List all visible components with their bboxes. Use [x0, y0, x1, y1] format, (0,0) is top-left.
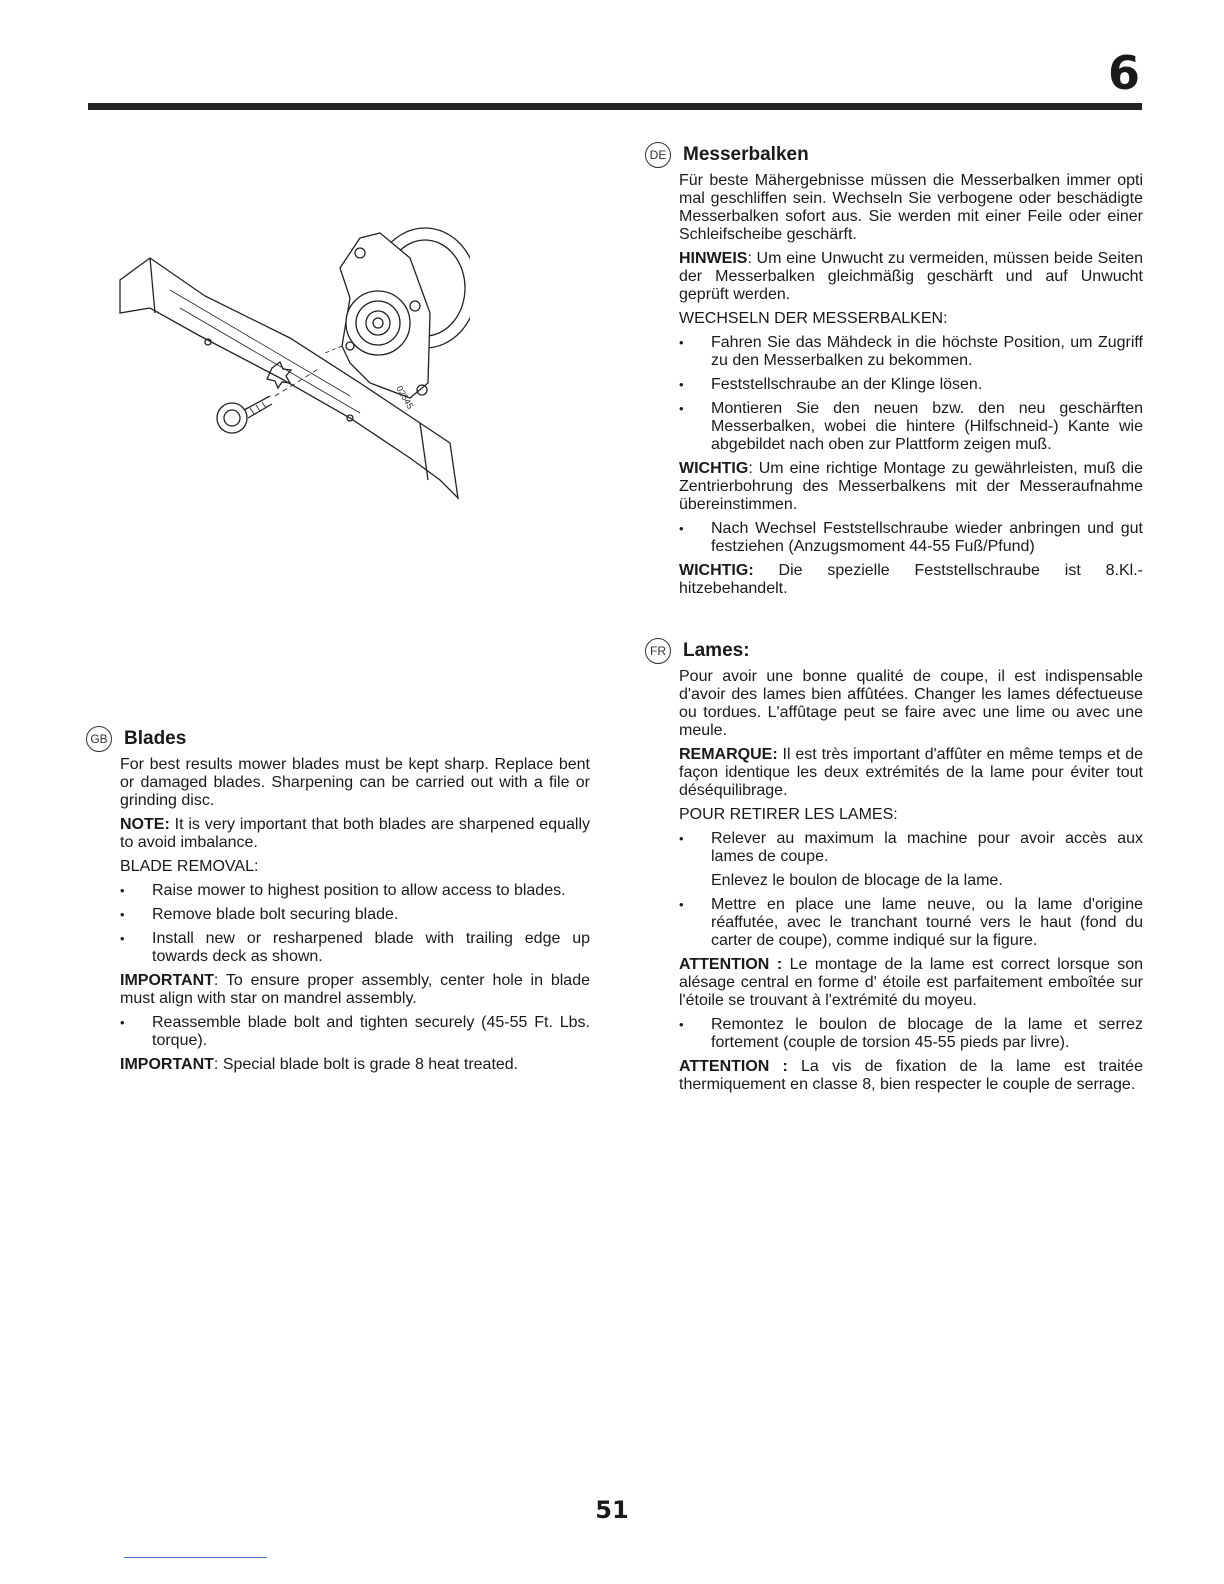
gb-important-1-label: IMPORTANT: [120, 972, 214, 989]
gb-bullet-2: • Remove blade bolt securing blade.: [120, 906, 590, 924]
de-bullet-1: • Fahren Sie das Mähdeck in die höchste Position, um Zugriff zu den Messerbalken zu bekommen.: [679, 334, 1143, 370]
fr-remarque-label: REMARQUE:: [679, 746, 778, 763]
de-bullet-4: • Nach Wechsel Feststellschraube wieder anbringen und gut festziehen (Anzugsmoment 44-55 Fuß/Pfund): [679, 520, 1143, 556]
de-wichtig-1-text: : Um eine richtige Montage zu gewährleisten, muß die Zentrierbohrung des Messerbalkens mit der Messeraufnahme übereinstimmen.: [679, 460, 1143, 513]
section-fr: [645, 638, 1143, 1100]
section-fr-title: Lames:: [683, 640, 750, 661]
de-wichtig-2-text: Die spezielle Feststellschraube ist 8.Kl.- hitzebehandelt.: [679, 562, 1143, 597]
footer-link-line: [124, 1557, 267, 1558]
fr-bullet-1b: Enlevez le boulon de blocage de la lame.: [711, 872, 1003, 889]
fr-attention-1-label: ATTENTION :: [679, 956, 783, 973]
blade-mandrel-illustration: [110, 218, 470, 518]
page-number: 51: [595, 1496, 629, 1524]
de-removal-title: WECHSELN DER MESSERBALKEN:: [679, 310, 948, 327]
section-gb-title: Blades: [124, 728, 187, 749]
section-de: [645, 142, 1143, 604]
header-rule: [88, 103, 1142, 110]
section-gb: [86, 726, 590, 1080]
fr-intro: Pour avoir une bonne qualité de coupe, il est indispensable d'avoir des lames bien affûtées. Changer les lames défectueuse ou tordues. L'affûtage peut se faire avec une lime ou avec une meule.: [679, 668, 1143, 739]
fr-removal-title: POUR RETIRER LES LAMES:: [679, 806, 898, 823]
mandrel-assembly: [325, 228, 470, 398]
fr-attention-2-label: ATTENTION :: [679, 1058, 788, 1075]
gb-bullet-3: • Install new or resharpened blade with trailing edge up towards deck as shown.: [120, 930, 590, 966]
gb-important-2: [120, 1056, 590, 1074]
fr-bullet-3: • Remontez le boulon de blocage de la lame et serrez fortement (couple de torsion 45-55 pieds par livre).: [679, 1016, 1143, 1052]
section-de-title: Messerbalken: [683, 144, 809, 165]
fr-remarque: [679, 746, 1143, 800]
de-bullet-3: • Montieren Sie den neuen bzw. den neu geschärften Messerbalken, wobei die hintere (Hilfschneid-) Kante wie abgebildet nach oben zur Plattform zeigen muß.: [679, 400, 1143, 454]
gb-important-2-label: IMPORTANT: [120, 1056, 214, 1073]
section-fr-header: [645, 638, 1143, 664]
de-wichtig-1-label: WICHTIG: [679, 460, 749, 477]
gb-bullet-1: • Raise mower to highest position to allow access to blades.: [120, 882, 590, 900]
fr-attention-2-text: La vis de fixation de la lame est traitée thermiquement en classe 8, bien respecter le couple de serrage.: [679, 1058, 1143, 1093]
fr-attention-2: [679, 1058, 1143, 1094]
fr-attention-1: [679, 956, 1143, 1010]
section-de-header: [645, 142, 1143, 168]
gb-important-1: [120, 972, 590, 1008]
gb-note-label: NOTE:: [120, 816, 170, 833]
fr-bullet-1: • Relever au maximum la machine pour avoir accès aux lames de coupe.: [679, 830, 1143, 866]
de-hinweis-text: : Um eine Unwucht zu vermeiden, müssen beide Seiten der Messerbalken gleichmäßig geschärft und auf Unwucht geprüft werden.: [679, 250, 1143, 303]
gb-important-1-text: : To ensure proper assembly, center hole in blade must align with star on mandrel assembly.: [120, 972, 590, 1007]
lang-badge-gb: GB: [86, 726, 112, 752]
gb-important-2-text: : Special blade bolt is grade 8 heat treated.: [213, 1056, 519, 1073]
fr-attention-1-text: Le montage de la lame est correct lorsque son alésage central en forme d' étoile est parfaitement emboîtée sur l'étoile se trouvant à l'extrémité du moyeu.: [679, 956, 1143, 1009]
de-wichtig-1: [679, 460, 1143, 514]
figure-code: 02545: [394, 384, 416, 411]
gb-note: [120, 816, 590, 852]
gb-removal-title: BLADE REMOVAL:: [120, 858, 259, 875]
chapter-number: 6: [1107, 46, 1140, 100]
fr-bullet-2: • Mettre en place une lame neuve, ou la lame d'origine réaffutée, avec le tranchant tourné vers le haut (fond du carter de coupe), comme indiqué sur la figure.: [679, 896, 1143, 950]
de-wichtig-2: [679, 562, 1143, 598]
lang-badge-fr: FR: [645, 638, 671, 664]
de-intro: Für beste Mähergebnisse müssen die Messerbalken immer opti mal geschliffen sein. Wechseln Sie verbogene oder beschädigte Messerbalken sofort aus. Sie werden mit einer Feile oder einer Schleifscheibe geschärft.: [679, 172, 1143, 243]
gb-intro: For best results mower blades must be kept sharp. Replace bent or damaged blades. Sharpening can be carried out with a file or grinding disc.: [120, 756, 590, 809]
de-hinweis: [679, 250, 1143, 304]
lang-badge-de: DE: [645, 142, 671, 168]
gb-bullet-4: • Reassemble blade bolt and tighten securely (45-55 Ft. Lbs. torque).: [120, 1014, 590, 1050]
section-gb-header: [86, 726, 590, 752]
de-hinweis-label: HINWEIS: [679, 250, 748, 267]
fr-remarque-text: Il est très important d'affûter en même temps et de façon identique les deux extrémités de la lame pour éviter tout déséquilibrage.: [679, 746, 1144, 799]
de-bullet-2: • Feststellschraube an der Klinge lösen.: [679, 376, 1143, 394]
gb-note-text: It is very important that both blades are sharpened equally to avoid imbalance.: [120, 816, 590, 851]
de-wichtig-2-label: WICHTIG:: [679, 562, 754, 579]
